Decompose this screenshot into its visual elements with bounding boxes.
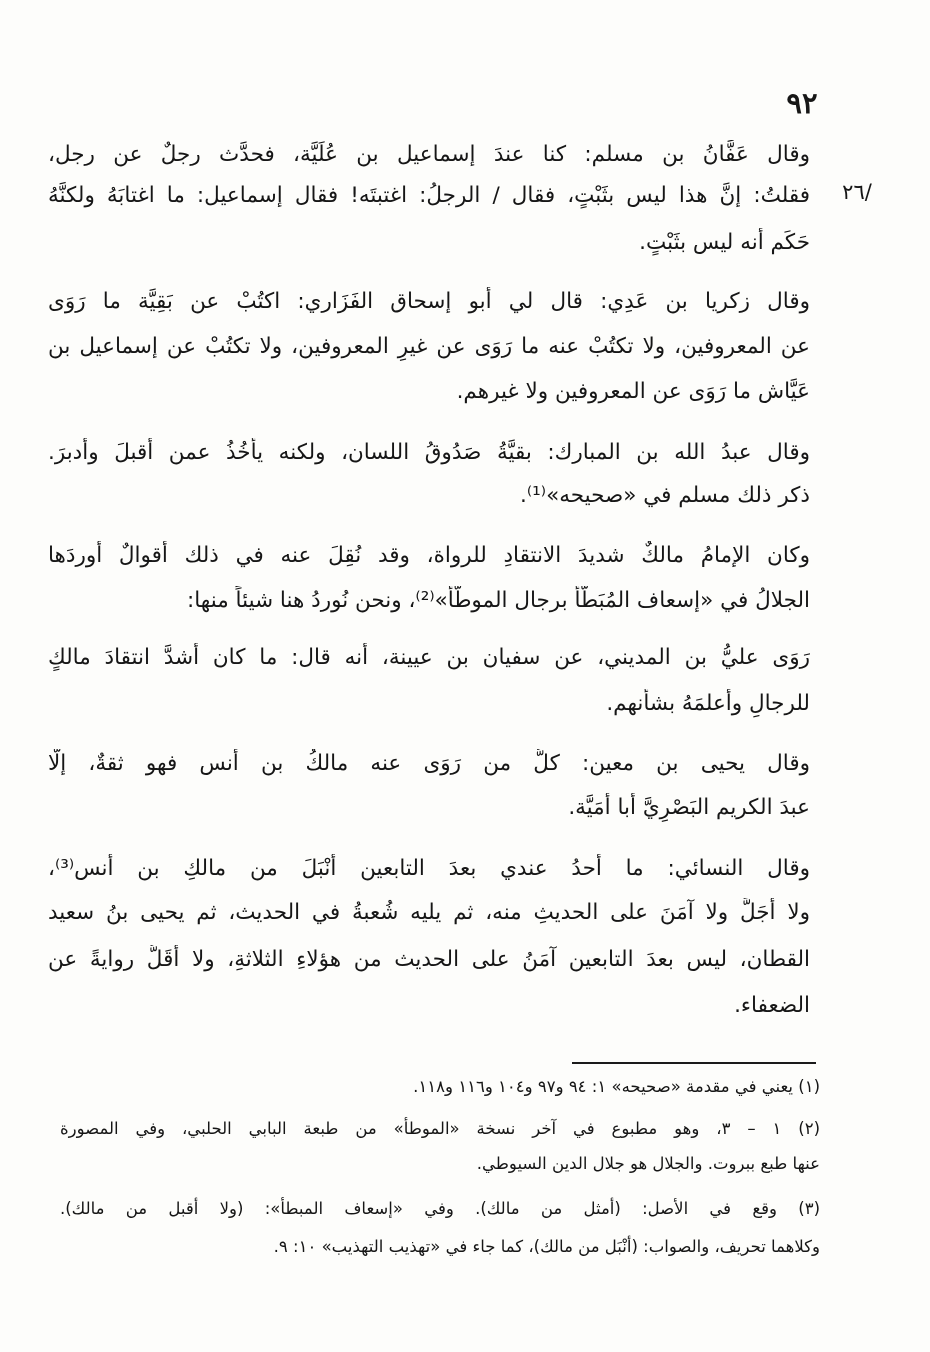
text-line: وكان الإمامُ مالكٌ شديدَ الانتقادِ للرواة، وقد نُقِلَ عنه في ذلك أقوالٌ أوردَها [48,543,810,568]
footnote-line: وكلاهما تحريف، والصواب: (أنْبَل من مالك)، كما جاء في «تهذيب التهذيب» ١٠: ٩. [273,1237,820,1256]
text-line: وقال زكريا بن عَدِي: قال لي أبو إسحاق الفَزَاري: اكتُبْ عن بَقِيَّة ما رَوَى [48,289,810,314]
text-line: وقال النسائي: ما أحدُ عندي بعدَ التابعين أنْبَلَ من مالكِ بن أنس⁽³⁾، [48,856,810,881]
margin-reference: ٢٦/ [842,180,872,204]
text-line: عَيَّاش ما رَوَى عن المعروفين ولا غيرهم. [456,379,810,404]
footnote-line: (٣) وقع في الأصل: (أمثل من مالك). وفي «إسعاف المبطأ»: (ولا أقبل من مالك). [60,1199,820,1218]
text-line: وقال عَفَّانُ بن مسلم: كنا عندَ إسماعيل بن عُلَيَّة، فحدَّث رجلٌ عن رجل، [48,142,810,167]
text-line: الجلالُ في «إسعاف المُبَطَّأ برجال الموطَّأ»⁽²⁾، ونحن نُوردُ هنا شيئاً منها: [187,588,810,613]
text-line: وقال يحيى بن معين: كلُّ من رَوَى عنه مالكُ بن أنس فهو ثقةٌ، إلَّا [48,751,810,776]
footnote-separator [572,1062,816,1064]
text-line: الضعفاء. [734,993,810,1018]
text-line: حَكَم أنه ليس بثَبْتٍ. [639,230,810,255]
text-line: عبدَ الكريم البَصْرِيَّ أبا أُمَيَّة. [568,795,810,820]
text-line: فقلتُ: إنَّ هذا ليس بثَبْتٍ، فقال / الرجلُ: اغتبتَه! فقال إسماعيل: ما اغتابَهُ ولكنَّهُ [48,183,810,208]
text-line: القطان، ليس بعدَ التابعين آمَنُ على الحديث من هؤلاءِ الثلاثةِ، ولا أقَلُّ روايةً عن [48,947,810,972]
footnote-line: (٢) ١ – ٣، وهو مطبوع في آخر نسخة «الموطأ» من طبعة البابي الحلبي، وفي المصورة [60,1119,820,1138]
text-line: للرجالِ وأعلمَهُ بشأنهم. [606,691,810,716]
text-line: رَوَى عليُّ بن المديني، عن سفيان بن عيينة، أنه قال: ما كان أشدَّ انتقادَ مالكٍ [48,645,810,670]
page-number: ٩٢ [786,86,818,120]
text-line: عن المعروفين، ولا تكتُبْ عنه ما رَوَى عن غيرِ المعروفين، ولا تكتُبْ عن إسماعيل بن [48,334,810,359]
footnote-line: عنها طبع ببروت. والجلال هو جلال الدين السيوطي. [476,1154,820,1173]
text-line: ذكر ذلك مسلم في «صحيحه»⁽¹⁾. [520,483,810,508]
text-line: وقال عبدُ الله بن المبارك: بقيَّةُ صَدُوقُ اللسان، ولكنه يأخُذُ عمن أقبلَ وأدبرَ. [48,440,810,465]
footnote-line: (١) يعني في مقدمة «صحيحه» ١: ٩٤ و٩٧ و١٠٤ و١١٦ و١١٨. [413,1077,820,1096]
text-line: ولا أجَلَّ ولا آمَنَ على الحديثِ منه، ثم يليه شُعبةُ في الحديث، ثم يحيى بنُ سعيد [48,900,810,925]
